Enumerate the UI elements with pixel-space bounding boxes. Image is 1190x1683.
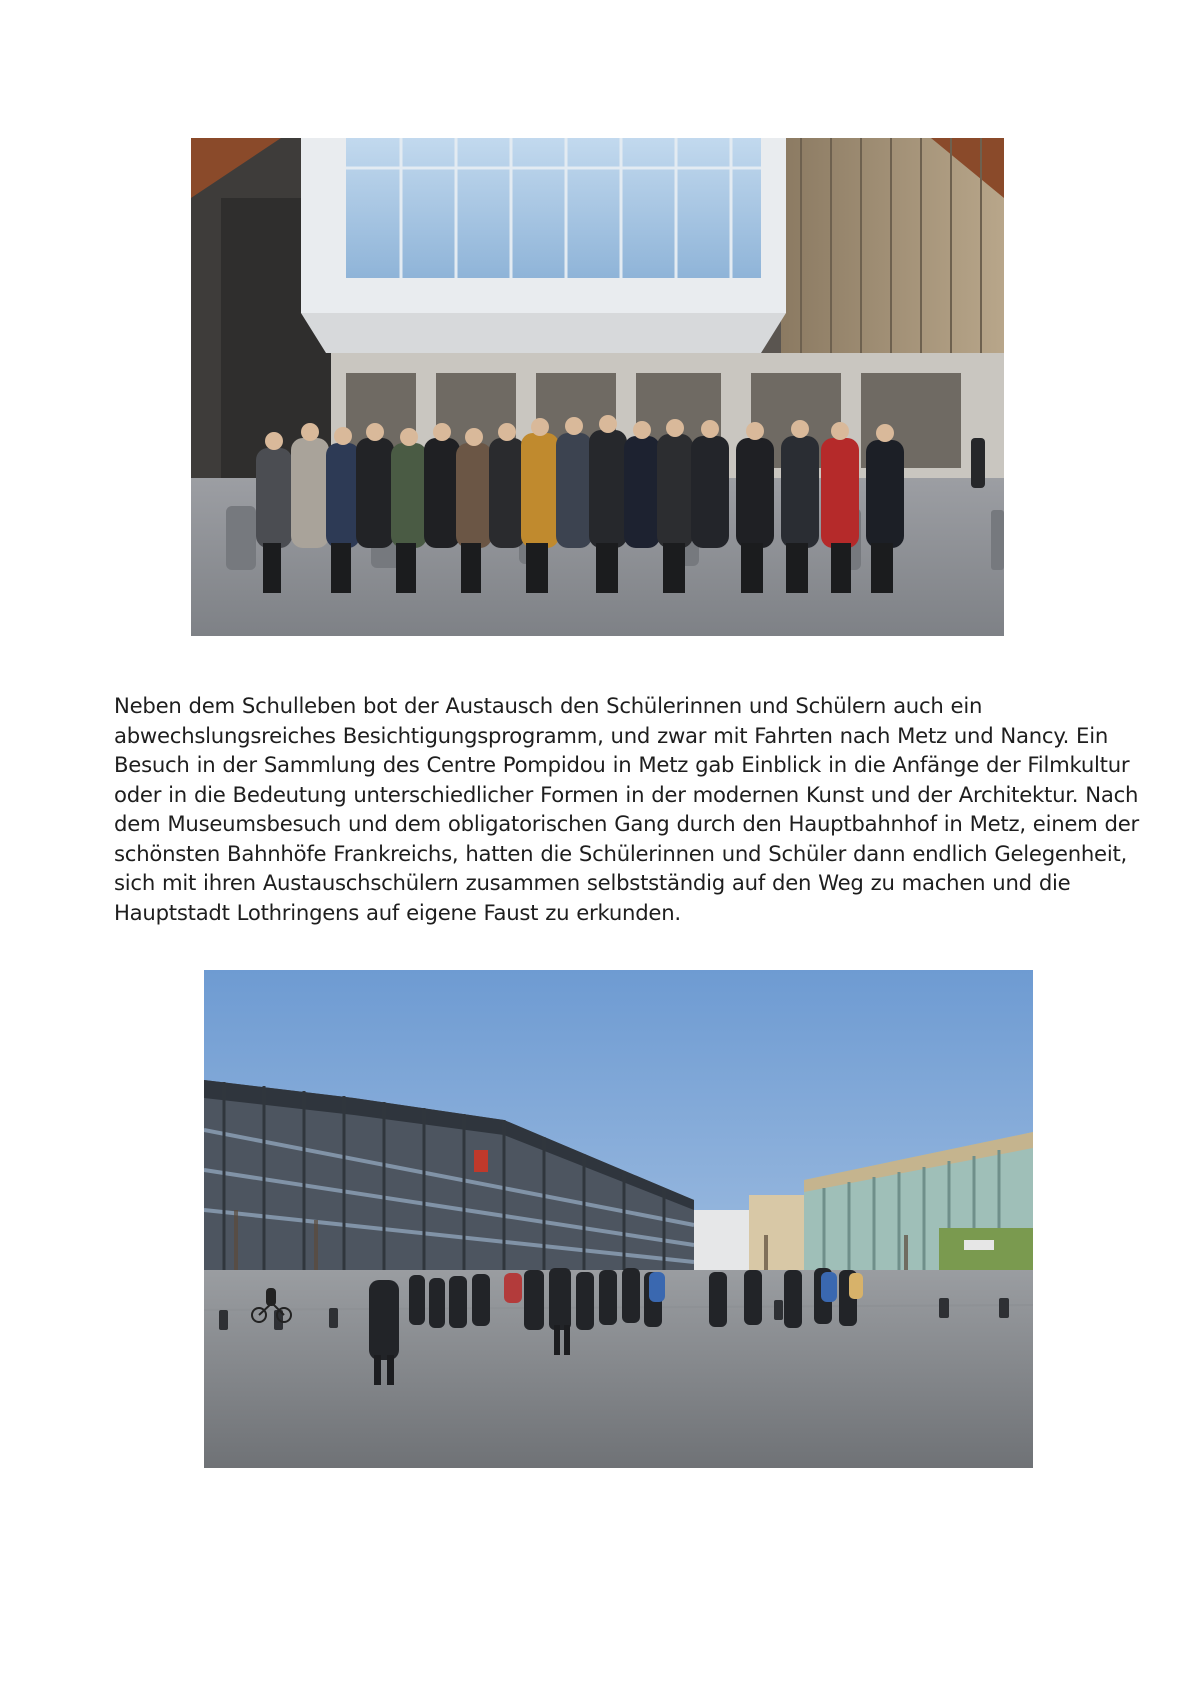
body-paragraph [114, 691, 1140, 927]
photo-group-square-image [204, 970, 1033, 1468]
photo-group-museum-image [191, 138, 1004, 636]
paragraph-line: Besuch in der Sammlung des Centre Pompidou in Metz gab Einblick in die Anfänge der Filmkultur [114, 752, 1130, 777]
paragraph-line: oder in die Bedeutung unterschiedlicher Formen in der modernen Kunst und der Architektur. Nach [114, 781, 1139, 807]
photo-group-square [204, 970, 1033, 1468]
photo-group-museum [191, 138, 1004, 636]
paragraph-line: dem Museumsbesuch und dem obligatorischen Gang durch den Hauptbahnhof in Metz, einem der [114, 811, 1140, 836]
paragraph-line: abwechslungsreiches Besichtigungsprogramm, und zwar mit Fahrten nach Metz und Nancy. Ein [114, 722, 1109, 748]
paragraph-line: Hauptstadt Lothringens auf eigene Faust zu erkunden. [114, 899, 681, 925]
paragraph-line: Neben dem Schulleben bot der Austausch den Schülerinnen und Schülern auch ein [114, 693, 983, 718]
paragraph-line: schönsten Bahnhöfe Frankreichs, hatten die Schülerinnen und Schüler dann endlich Gelegenheit, [114, 840, 1128, 866]
paragraph-line: sich mit ihren Austauschschülern zusammen selbstständig auf den Weg zu machen und die [114, 870, 1071, 895]
